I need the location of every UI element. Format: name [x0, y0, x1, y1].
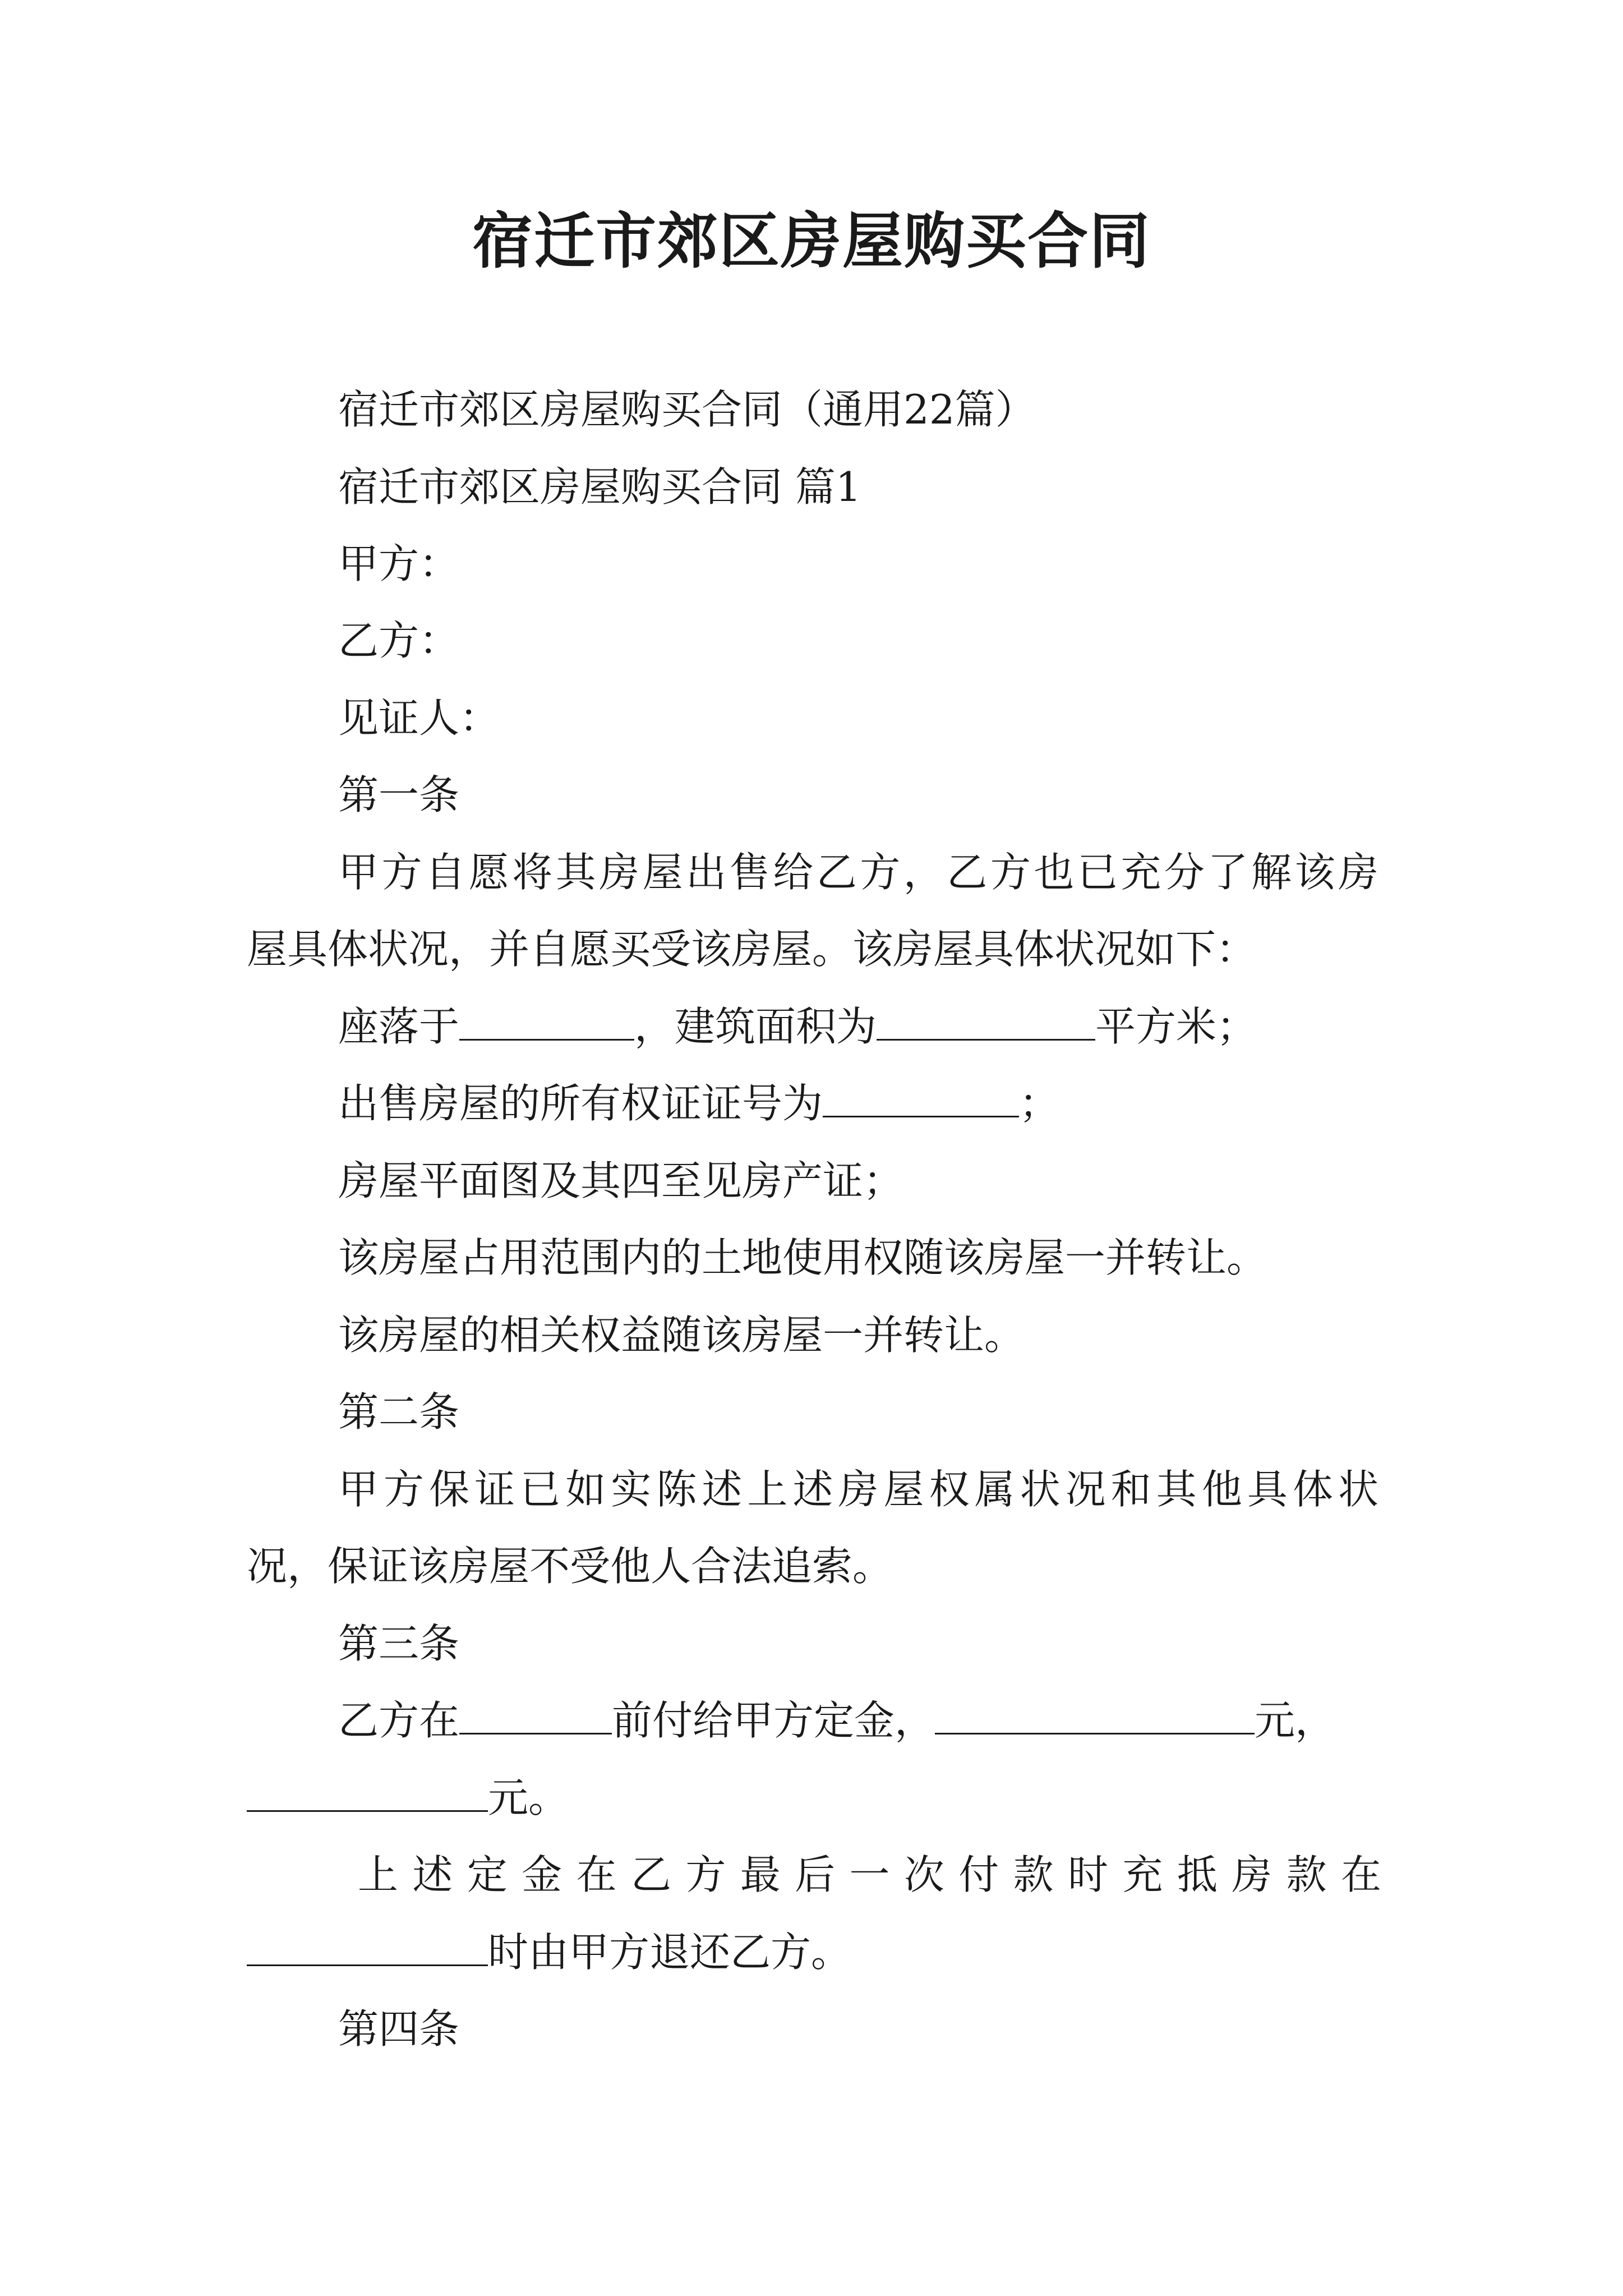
- certificate-blank: [823, 1078, 1019, 1117]
- deposit-offset-line1: 上述定金在乙方最后一次付款时充抵房款在: [358, 1851, 1381, 1898]
- article-1-text-line2: 屋具体状况，并自愿买受该房屋。该房屋具体状况如下：: [247, 926, 1257, 973]
- certificate-label: 出售房屋的所有权证证号为: [338, 1080, 823, 1127]
- document-title: 宿迁市郊区房屋购买合同: [472, 206, 1151, 277]
- deposit-text: 前付给甲方定金，: [612, 1697, 935, 1744]
- land-use-line: 该房屋占用范围内的土地使用权随该房屋一并转让。: [338, 1234, 1267, 1281]
- article-2-text-line1: 甲方保证已如实陈述上述房屋权属状况和其他具体状: [338, 1466, 1378, 1513]
- deposit-offset-line2: [247, 1924, 851, 1980]
- certificate-line: [338, 1075, 1059, 1131]
- section-heading: 宿迁市郊区房屋购买合同 篇1: [338, 463, 861, 510]
- location-label: 座落于: [338, 1003, 460, 1050]
- property-location-line: [338, 999, 1257, 1055]
- floor-plan-line: 房屋平面图及其四至见房产证；: [338, 1157, 904, 1204]
- party-a-label: 甲方：: [338, 540, 460, 587]
- certificate-end: ；: [1019, 1080, 1060, 1127]
- article-3-heading: 第三条: [338, 1620, 460, 1667]
- article-1-heading: 第一条: [338, 771, 460, 818]
- location-blank: [459, 1001, 634, 1041]
- deposit-amount-blank: [935, 1695, 1255, 1734]
- area-label: ，建筑面积为: [634, 1003, 877, 1050]
- contract-subtitle: 宿迁市郊区房屋购买合同（通用22篇）: [338, 386, 1036, 433]
- area-blank: [877, 1001, 1095, 1041]
- deposit-unit: 元，: [1255, 1697, 1336, 1744]
- article-2-text-line2: 况，保证该房屋不受他人合法追索。: [247, 1543, 893, 1590]
- article-1-text-line1: 甲方自愿将其房屋出售给乙方，乙方也已充分了解该房: [338, 849, 1378, 896]
- area-unit: 平方米；: [1095, 1003, 1257, 1050]
- deposit-label: 乙方在: [338, 1697, 460, 1744]
- deposit-amount-line: [247, 1770, 569, 1826]
- article-4-heading: 第四条: [338, 2005, 460, 2053]
- rights-line: 该房屋的相关权益随该房屋一并转让。: [338, 1312, 1025, 1359]
- refund-text: 时由甲方退还乙方。: [488, 1929, 852, 1976]
- deposit-amount-unit: 元。: [488, 1774, 569, 1821]
- article-2-heading: 第二条: [338, 1388, 460, 1435]
- party-b-label: 乙方：: [338, 617, 460, 664]
- witness-label: 见证人：: [338, 694, 500, 742]
- deposit-date-blank: [459, 1695, 612, 1734]
- deposit-uppercase-blank: [247, 1772, 488, 1812]
- deposit-line: [338, 1692, 1335, 1749]
- refund-time-blank: [247, 1926, 488, 1966]
